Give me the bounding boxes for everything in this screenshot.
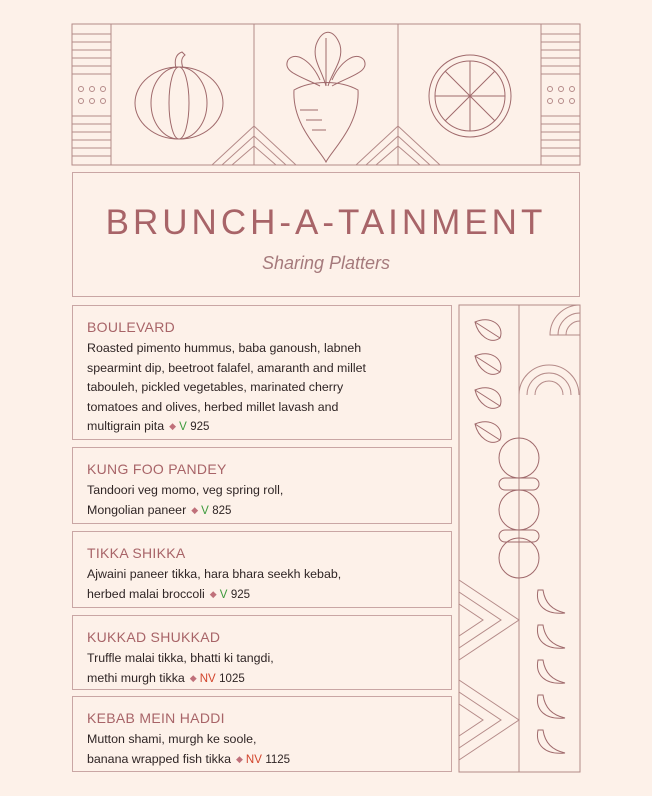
- menu-item-description: Truffle malai tikka, bhatti ki tangdi, methi murgh tikka ◆ NV 1025: [87, 651, 274, 685]
- price: 925: [230, 588, 251, 601]
- right-stripes-pattern: [541, 34, 580, 156]
- menu-item-name: KUNG FOO PANDEY: [87, 461, 227, 477]
- menu-item-boulevard: [72, 305, 452, 440]
- diamond-icon: ◆: [189, 672, 197, 683]
- diamond-icon: ◆: [169, 421, 177, 431]
- arches-pattern: [519, 305, 580, 395]
- page-title: BRUNCH-A-TAINMENT: [105, 203, 547, 242]
- menu-item-description: Ajwaini paneer tikka, hara bhara seekh kebab, herbed malai broccoli ◆ V 925: [87, 567, 342, 601]
- veg-tag: V: [201, 504, 209, 517]
- nonveg-tag: NV: [199, 672, 216, 685]
- menu-item-name: KUKKAD SHUKKAD: [87, 629, 221, 645]
- menu-item-name: TIKKA SHIKKA: [87, 545, 186, 561]
- price: 925: [190, 421, 210, 433]
- beetroot-icon: [287, 32, 365, 162]
- diamond-icon: ◆: [235, 753, 243, 764]
- orange-slice-icon: [429, 55, 511, 137]
- menu-item-name: BOULEVARD: [87, 319, 176, 335]
- veg-tag: V: [179, 421, 187, 433]
- menu-item-name: KEBAB MEIN HADDI: [87, 710, 225, 726]
- menu-item-description: Mutton shami, murgh ke soole, banana wrapped fish tikka ◆ NV 1125: [87, 732, 291, 766]
- left-stripes-pattern: [72, 34, 111, 156]
- price: 1025: [219, 672, 245, 685]
- title-panel: [72, 172, 580, 297]
- price: 1125: [265, 753, 291, 766]
- menu-item-kung-foo-pandey: [72, 447, 452, 524]
- menu-item-description: Roasted pimento hummus, baba ganoush, labneh spearmint dip, beetroot falafel, amaranth and millet tabouleh, pickled vegetables, marinated cherry tomatoes and olives, herbed millet lavash and multigrain pita ◆ V 925: [87, 341, 366, 433]
- price: 825: [212, 504, 232, 517]
- chevron-pattern-side: [459, 580, 519, 760]
- menu-item-kukkad-shukkad: [72, 615, 452, 690]
- nonveg-tag: NV: [245, 753, 262, 766]
- chili-pepper-icon: [537, 590, 565, 753]
- diamond-icon: ◆: [191, 504, 199, 515]
- veg-tag: V: [219, 588, 228, 601]
- menu-item-kebab-mein-haddi: [72, 696, 452, 772]
- pumpkin-icon: [135, 52, 223, 139]
- menu-item-description: Tandoori veg momo, veg spring roll, Mongolian paneer ◆ V 825: [87, 483, 284, 517]
- lettuce-leaf-icon: [475, 320, 501, 443]
- diamond-icon: ◆: [209, 588, 217, 599]
- chevron-pattern-top: [212, 126, 440, 165]
- page-subtitle: Sharing Platters: [261, 253, 391, 273]
- menu-item-tikka-shikka: [72, 531, 452, 608]
